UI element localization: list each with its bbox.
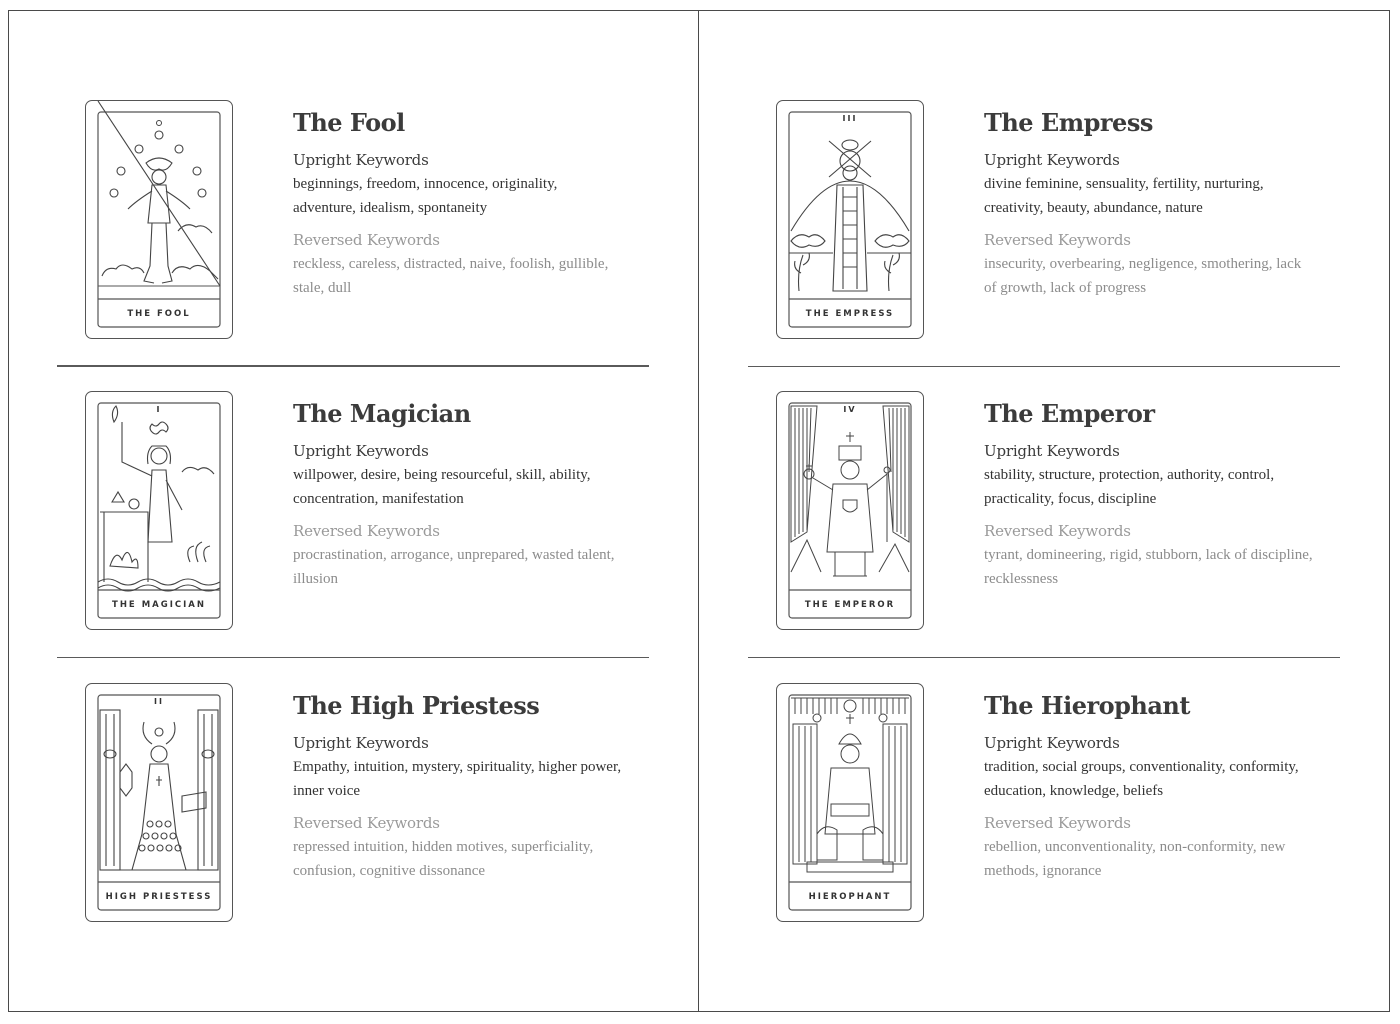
entry-the-emperor (699, 301, 1390, 610)
reversed-keywords: reckless, careless, distracted, naive, foolish, gullible, stale, dull (293, 256, 609, 296)
entry-the-magician (8, 301, 699, 610)
entry-text (293, 108, 623, 310)
entry-text (293, 691, 623, 893)
reversed-keywords: procrastination, arrogance, unprepared, wasted talent, illusion (293, 547, 615, 587)
card-title: The Hierophant (984, 691, 1190, 720)
card-caption: THE MAGICIAN (112, 600, 206, 610)
card-caption: HIEROPHANT (808, 892, 892, 902)
reversed-keywords: tyrant, domineering, rigid, stubborn, lack of discipline, recklessness (984, 547, 1313, 587)
entry-text (984, 108, 1314, 310)
card-caption: HIGH PRIESTESS (105, 892, 213, 902)
section-divider (748, 366, 1340, 367)
card-numeral: II (154, 697, 164, 706)
upright-keywords: tradition, social groups, conventionality, conformity, education, knowledge, beliefs (984, 759, 1299, 799)
upright-keywords-heading: Upright Keywords (293, 151, 429, 169)
section-divider (57, 366, 649, 367)
upright-keywords: Empathy, intuition, mystery, spirituality, higher power, inner voice (293, 759, 622, 799)
entry-text (984, 399, 1314, 601)
left-page (8, 10, 699, 1012)
reversed-keywords-heading: Reversed Keywords (293, 522, 440, 540)
upright-keywords-heading: Upright Keywords (984, 734, 1120, 752)
entry-the-hierophant (699, 593, 1390, 902)
card-caption: THE EMPEROR (804, 600, 896, 610)
card-caption: THE EMPRESS (805, 309, 895, 319)
upright-keywords-heading: Upright Keywords (984, 151, 1120, 169)
card-title: The Emperor (984, 399, 1155, 428)
reversed-keywords-heading: Reversed Keywords (984, 522, 1131, 540)
card-caption: THE FOOL (127, 309, 191, 319)
upright-keywords: beginnings, freedom, innocence, originality, adventure, idealism, spontaneity (293, 176, 558, 216)
section-divider (57, 657, 649, 658)
reversed-keywords-heading: Reversed Keywords (293, 814, 440, 832)
reversed-keywords-heading: Reversed Keywords (984, 814, 1131, 832)
card-the-hierophant (776, 683, 924, 922)
card-title: The Magician (293, 399, 471, 428)
upright-keywords: willpower, desire, being resourceful, skill, ability, concentration, manifestation (293, 467, 591, 507)
upright-keywords: divine feminine, sensuality, fertility, nurturing, creativity, beauty, abundance, nature (984, 176, 1264, 216)
reversed-keywords: rebellion, unconventionality, non-conformity, new methods, ignorance (984, 839, 1286, 879)
card-title: The High Priestess (293, 691, 540, 720)
right-page (699, 10, 1390, 1012)
section-divider (748, 657, 1340, 658)
reversed-keywords-heading: Reversed Keywords (293, 231, 440, 249)
entry-text (984, 691, 1314, 893)
card-title: The Fool (293, 108, 405, 137)
entry-the-high-priestess (8, 593, 699, 902)
reversed-keywords: insecurity, overbearing, negligence, smothering, lack of growth, lack of progress (984, 256, 1302, 296)
entry-the-empress (699, 10, 1390, 319)
upright-keywords-heading: Upright Keywords (293, 442, 429, 460)
card-numeral: IV (843, 405, 857, 414)
entry-text (293, 399, 623, 601)
high-priestess-illustration-icon (86, 684, 232, 921)
reversed-keywords: repressed intuition, hidden motives, superficiality, confusion, cognitive dissonance (293, 839, 594, 879)
upright-keywords: stability, structure, protection, authority, control, practicality, focus, discipline (984, 467, 1275, 507)
upright-keywords-heading: Upright Keywords (293, 734, 429, 752)
card-title: The Empress (984, 108, 1153, 137)
reversed-keywords-heading: Reversed Keywords (984, 231, 1131, 249)
card-the-high-priestess (85, 683, 233, 922)
entry-the-fool (8, 10, 699, 319)
card-numeral: I (156, 405, 162, 414)
hierophant-illustration-icon (777, 684, 923, 921)
upright-keywords-heading: Upright Keywords (984, 442, 1120, 460)
card-numeral: III (842, 114, 858, 123)
